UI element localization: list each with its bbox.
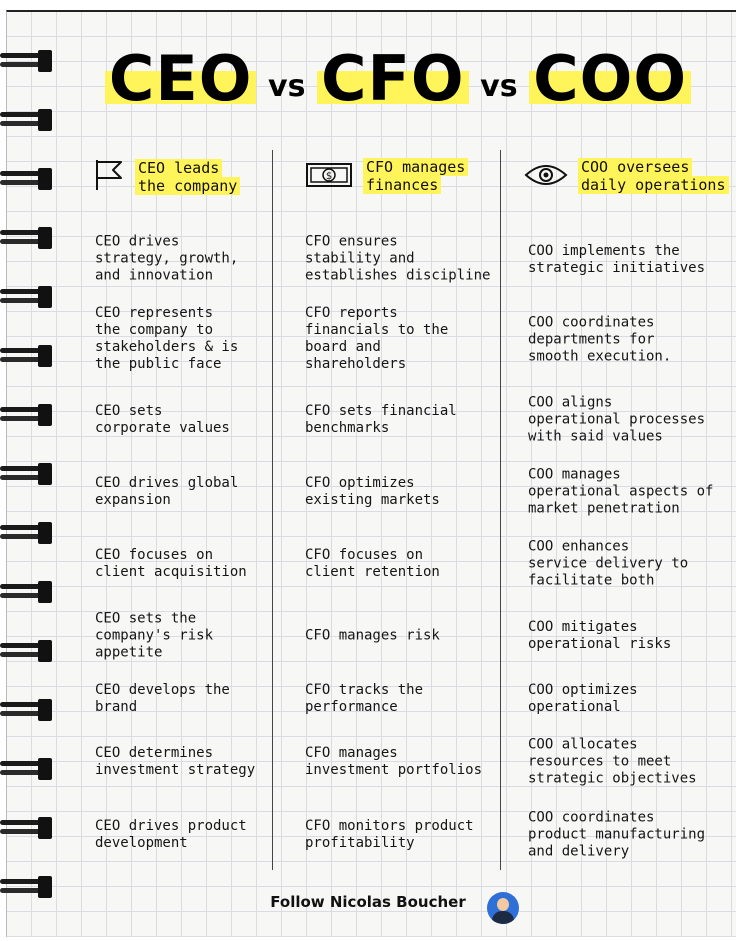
cfo-cell-line: financials to the xyxy=(305,322,449,338)
ceo-cell xyxy=(95,305,238,373)
spiral-ring xyxy=(0,581,52,603)
cfo-cell xyxy=(305,682,423,716)
ceo-cell-line: stakeholders & is xyxy=(95,339,239,355)
ceo-cell-line: client acquisition xyxy=(95,564,247,580)
ceo-cell-line: CEO sets the xyxy=(95,610,197,627)
coo-cell-line: operational xyxy=(528,699,621,715)
coo-cell-line: COO manages xyxy=(528,466,621,483)
coo-cell-line: facilitate both xyxy=(528,572,655,589)
ceo-cell xyxy=(95,611,213,662)
ceo-cell-line: CEO determines xyxy=(95,745,214,761)
cfo-cell xyxy=(305,547,440,581)
coo-column-header xyxy=(524,158,729,194)
coo-cell-line: COO coordinates xyxy=(528,809,655,826)
coo-cell-line: with said values xyxy=(528,428,663,445)
ceo-cell-line: CEO develops the xyxy=(95,682,230,698)
spiral-ring xyxy=(0,463,52,485)
coo-cell xyxy=(528,395,705,446)
title-vs-1: vs xyxy=(268,68,306,104)
title-coo: COO xyxy=(529,46,691,112)
coo-cell-line: strategic initiatives xyxy=(528,260,706,276)
ceo-cell-line: corporate values xyxy=(95,420,230,436)
coo-header-line2: daily operations xyxy=(578,176,729,194)
coo-cell-line: COO coordinates xyxy=(528,314,655,331)
coo-cell-line: product manufacturing xyxy=(528,826,706,843)
cfo-cell-line: CFO sets financial xyxy=(305,403,457,419)
ceo-cell xyxy=(95,475,238,509)
spiral-ring xyxy=(0,168,52,190)
coo-cell-line: COO aligns xyxy=(528,394,613,411)
coo-cell xyxy=(528,682,638,716)
coo-cell xyxy=(528,810,705,861)
spiral-ring xyxy=(0,109,52,131)
cfo-cell-line: CFO monitors product xyxy=(305,818,474,834)
spiral-ring xyxy=(0,286,52,308)
cfo-cell-line: establishes discipline xyxy=(305,267,491,284)
ceo-cell-line: and innovation xyxy=(95,267,214,284)
footer-text: Follow Nicolas Boucher xyxy=(270,893,466,911)
coo-cell-line: COO optimizes xyxy=(528,682,638,698)
cfo-cell-line: profitability xyxy=(305,835,415,851)
ceo-cell xyxy=(95,547,247,581)
column-divider-2 xyxy=(500,150,501,870)
ceo-cell-line: the company to xyxy=(95,322,214,338)
ceo-cell xyxy=(95,403,230,437)
spiral-ring xyxy=(0,758,52,780)
spiral-ring xyxy=(0,522,52,544)
ceo-cell-line: CEO represents xyxy=(95,305,214,321)
ceo-cell-line: company's risk xyxy=(95,627,214,644)
cfo-cell xyxy=(305,305,448,373)
cfo-cell xyxy=(305,628,440,645)
title-cfo: CFO xyxy=(317,46,469,112)
spiral-ring xyxy=(0,817,52,839)
coo-cell-line: COO implements the xyxy=(528,243,680,259)
ceo-cell-line: CEO sets xyxy=(95,403,163,419)
ceo-cell-line: brand xyxy=(95,699,138,715)
cfo-cell-line: CFO ensures xyxy=(305,233,398,250)
cfo-cell xyxy=(305,234,490,285)
cfo-cell-line: client retention xyxy=(305,564,440,580)
ceo-cell xyxy=(95,682,230,716)
spiral-ring xyxy=(0,640,52,662)
coo-cell-line: operational risks xyxy=(528,636,672,652)
ceo-cell-line: CEO focuses on xyxy=(95,547,214,563)
column-divider-1 xyxy=(272,150,273,870)
ceo-cell-line: expansion xyxy=(95,492,171,508)
spiral-ring xyxy=(0,50,52,72)
avatar xyxy=(487,892,519,924)
cfo-cell-line: existing markets xyxy=(305,492,440,508)
ceo-cell-line: appetite xyxy=(95,644,163,661)
eye-icon xyxy=(524,160,568,193)
coo-cell xyxy=(528,539,688,590)
cfo-cell-line: benchmarks xyxy=(305,420,390,436)
ceo-cell-line: CEO drives global xyxy=(95,475,239,491)
ceo-cell xyxy=(95,234,238,285)
ceo-cell-line: development xyxy=(95,835,188,851)
cfo-cell-line: CFO reports xyxy=(305,305,398,321)
cfo-cell-line: stability and xyxy=(305,250,415,267)
money-bill-icon xyxy=(305,160,353,193)
cfo-cell-line: board and xyxy=(305,339,381,355)
coo-cell xyxy=(528,467,713,518)
title-ceo: CEO xyxy=(105,46,257,112)
ceo-cell-line: the public face xyxy=(95,356,222,372)
cfo-cell-line: CFO tracks the xyxy=(305,682,424,698)
spiral-ring xyxy=(0,227,52,249)
ceo-header-line1: CEO leads xyxy=(135,159,222,177)
spiral-binding xyxy=(0,0,60,941)
cfo-cell-line: performance xyxy=(305,699,398,715)
ceo-cell-line: strategy, growth, xyxy=(95,250,239,267)
cfo-cell xyxy=(305,403,457,437)
coo-cell-line: departments for xyxy=(528,331,655,348)
title-vs-2: vs xyxy=(480,68,518,104)
cfo-cell-line: CFO focuses on xyxy=(305,547,424,563)
ceo-cell xyxy=(95,818,247,852)
spiral-ring xyxy=(0,345,52,367)
cfo-cell-line: investment portfolios xyxy=(305,762,483,778)
cfo-cell-line: CFO optimizes xyxy=(305,475,415,491)
cfo-cell xyxy=(305,745,482,779)
coo-cell-line: strategic objectives xyxy=(528,770,697,787)
ceo-header-line2: the company xyxy=(135,177,240,195)
coo-cell xyxy=(528,243,705,277)
coo-cell-line: resources to meet xyxy=(528,753,672,770)
svg-text:$: $ xyxy=(325,170,333,182)
spiral-ring xyxy=(0,699,52,721)
coo-cell-line: and delivery xyxy=(528,843,630,860)
cfo-cell-line: shareholders xyxy=(305,356,407,372)
ceo-cell-line: CEO drives xyxy=(95,233,180,250)
cfo-header-line2: finances xyxy=(363,176,441,194)
cfo-cell-line: CFO manages xyxy=(305,745,398,761)
coo-cell-line: operational aspects of xyxy=(528,483,714,500)
coo-cell-line: market penetration xyxy=(528,500,680,517)
coo-cell xyxy=(528,737,697,788)
ceo-cell-line: CEO drives product xyxy=(95,818,247,834)
coo-cell-line: operational processes xyxy=(528,411,706,428)
coo-cell-line: smooth execution. xyxy=(528,348,672,365)
ceo-cell xyxy=(95,745,255,779)
flag-icon xyxy=(93,158,125,195)
ceo-cell-line: investment strategy xyxy=(95,762,256,778)
coo-cell-line: COO enhances xyxy=(528,538,630,555)
coo-cell-line: COO allocates xyxy=(528,736,638,753)
coo-cell-line: service delivery to xyxy=(528,555,689,572)
cfo-cell xyxy=(305,818,474,852)
page-title xyxy=(60,42,736,116)
coo-cell xyxy=(528,315,671,366)
cfo-header-line1: CFO manages xyxy=(363,158,468,176)
cfo-column-header xyxy=(305,158,468,194)
coo-cell-line: COO mitigates xyxy=(528,619,638,635)
coo-cell xyxy=(528,619,671,653)
coo-header-line1: COO oversees xyxy=(578,158,692,176)
cfo-cell-line: CFO manages risk xyxy=(305,627,440,644)
ceo-column-header xyxy=(93,158,240,195)
cfo-cell xyxy=(305,475,440,509)
spiral-ring xyxy=(0,404,52,426)
